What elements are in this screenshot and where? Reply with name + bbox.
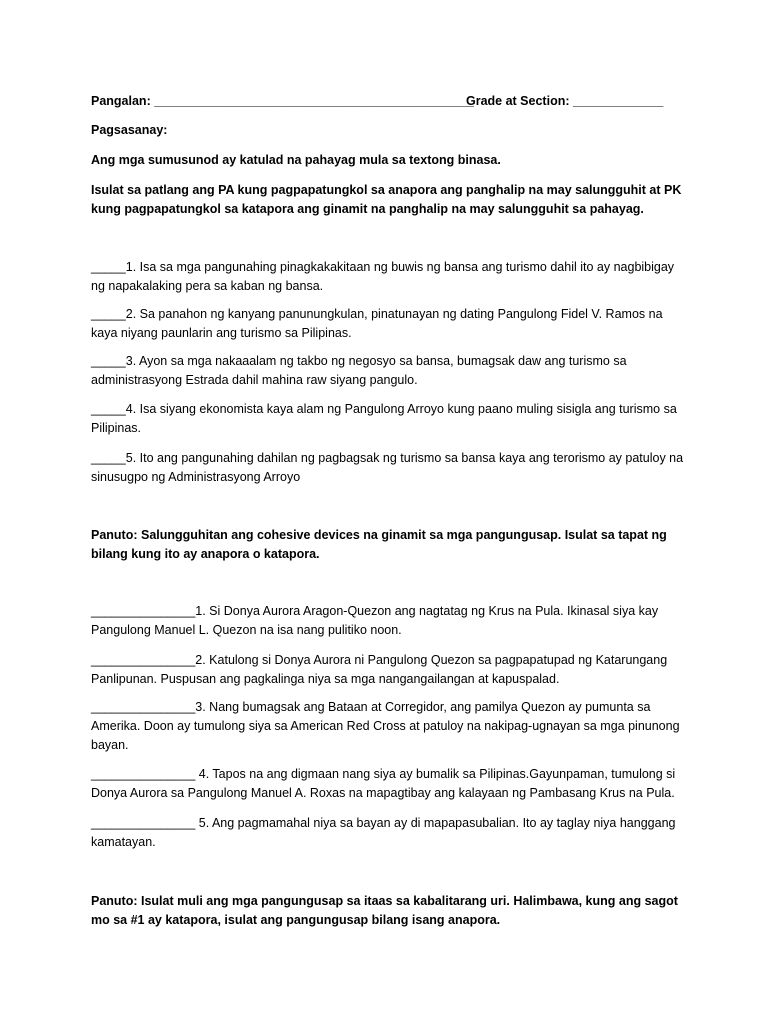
part2-instruction: Panuto: Salungguhitan ang cohesive devices na ginamit sa mga pangungusap. Isulat sa tapat ng bilang kung ito ay anapora o katapora.: [91, 528, 667, 561]
part2-item-4: _______________ 4. Tapos na ang digmaan nang siya ay bumalik sa Pilipinas.Gayunpaman, tumulong si Donya Aurora sa Pangulong Manuel A. Roxas na mapagtibay ang kalayaan ng Pambasang Krus na Pula.: [91, 767, 676, 800]
part3-instruction: Panuto: Isulat muli ang mga pangungusap sa itaas sa kabalitarang uri. Halimbawa, kung ang sagot mo sa #1 ay katapora, isulat ang pangungusap bilang isang anapora.: [91, 894, 678, 927]
part2-item-5: _______________ 5. Ang pagmamahal niya sa bayan ay di mapapasubalian. Ito ay taglay niya hanggang kamatayan.: [91, 816, 676, 849]
part1-item-4: _____4. Isa siyang ekonomista kaya alam ng Pangulong Arroyo kung paano muling sisigla ang turismo sa Pilipinas.: [91, 402, 677, 435]
exercise-title: Pagsasanay:: [91, 123, 168, 137]
part1-item-5: _____5. Ito ang pangunahing dahilan ng pagbagsak ng turismo sa bansa kaya ang terorismo ay patuloy na sinusugpo ng Administrasyong Arroyo: [91, 451, 684, 484]
part1-item-2: _____2. Sa panahon ng kanyang panunungkulan, pinatunayan ng dating Pangulong Fidel V. Ramos na kaya niyang paunlarin ang turismo sa Pilipinas.: [91, 307, 663, 340]
part1-item-1: _____1. Isa sa mga pangunahing pinagkakakitaan ng buwis ng bansa ang turismo dahil ito ay nagbibigay ng napakalaking pera sa kaban ng bansa.: [91, 260, 675, 293]
part1-item-3: _____3. Ayon sa mga nakaaalam ng takbo ng negosyo sa bansa, bumagsak daw ang turismo sa administrasyong Estrada dahil mahina raw siyang pangulo.: [91, 354, 627, 387]
part2-item-1: _______________1. Si Donya Aurora Aragon-Quezon ang nagtatag ng Krus na Pula. Ikinasal siya kay Pangulong Manuel L. Quezon na isa nang pulitiko noon.: [91, 604, 659, 637]
part1-instruction: Isulat sa patlang ang PA kung pagpapatungkol sa anapora ang panghalip na may salungguhit at PK kung pagpapatungkol sa katapora ang ginamit na panghalip na may salungguhit sa pahayag.: [91, 183, 682, 216]
grade-section-field-label: Grade at Section: _____________: [466, 94, 664, 108]
name-field-label: Pangalan: ______________________________________________: [91, 94, 474, 108]
part1-intro: Ang mga sumusunod ay katulad na pahayag mula sa textong binasa.: [91, 153, 501, 167]
part2-item-2: _______________2. Katulong si Donya Aurora ni Pangulong Quezon sa pagpapatupad ng Katarungang Panlipunan. Puspusan ang pagkalinga niya sa mga nangangailangan at kapuspalad.: [91, 653, 668, 686]
part2-item-3: _______________3. Nang bumagsak ang Bataan at Corregidor, ang pamilya Quezon ay pumunta sa Amerika. Doon ay tumulong siya sa American Red Cross at patuloy na nakipag-ugnayan sa mga pinunong bayan.: [91, 700, 680, 752]
